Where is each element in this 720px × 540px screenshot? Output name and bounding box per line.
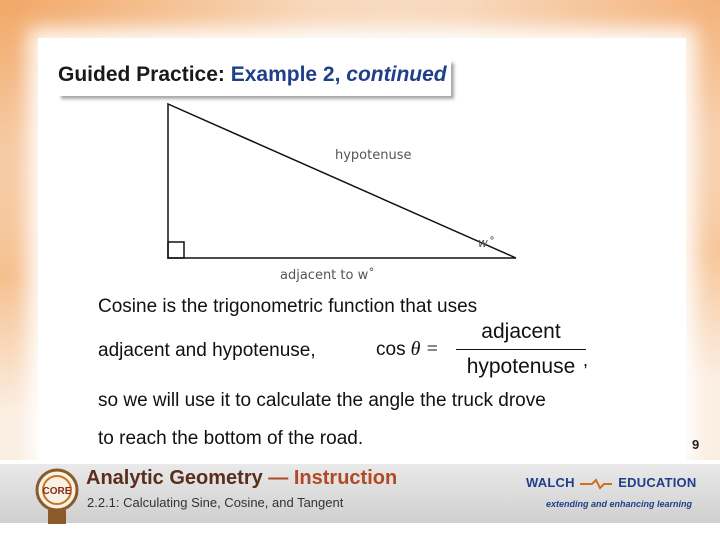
fraction-bar (456, 349, 586, 350)
triangle-shape (168, 104, 516, 258)
footer-bottom-strip (0, 523, 720, 540)
fraction-numerator: adjacent (481, 320, 561, 343)
theta-equals: θ = (410, 338, 439, 360)
title-continued: continued (346, 63, 447, 86)
text-line-4: to reach the bottom of the road. (98, 428, 364, 449)
lesson-title: 2.2.1: Calculating Sine, Cosine, and Tangent (87, 495, 344, 510)
publisher-arrow-icon (578, 478, 614, 490)
page-number: 9 (692, 437, 700, 452)
fraction-denominator: hypotenuse (466, 355, 576, 378)
text-line-3: so we will use it to calculate the angle the truck drove (98, 390, 546, 411)
publisher-logo (526, 475, 696, 490)
publisher-name-2: EDUCATION (618, 475, 697, 490)
right-angle-marker (168, 242, 184, 258)
title-example: Example 2, (230, 63, 347, 86)
text-line-2: adjacent and hypotenuse, (98, 340, 316, 361)
adjacent-label: adjacent to w˚ (280, 268, 375, 283)
course-type: — Instruction (262, 467, 398, 489)
cos-text: cos (376, 339, 406, 360)
logo-text: CORE (42, 486, 72, 497)
fraction-comma: , (583, 350, 589, 370)
hypotenuse-label: hypotenuse (335, 148, 412, 163)
course-name: Analytic Geometry (86, 467, 263, 489)
cosine-fraction (456, 318, 589, 381)
publisher-name-1: WALCH (526, 475, 575, 490)
georgia-core-logo-icon (34, 466, 80, 528)
publisher-tagline: extending and enhancing learning (546, 499, 693, 509)
course-title (86, 467, 397, 490)
cos-expression (376, 338, 439, 361)
publisher-separator (575, 475, 619, 490)
text-line-1: Cosine is the trigonometric function that uses (98, 296, 478, 317)
title-prefix: Guided Practice: (58, 63, 231, 86)
angle-label: w˚ (478, 236, 494, 250)
